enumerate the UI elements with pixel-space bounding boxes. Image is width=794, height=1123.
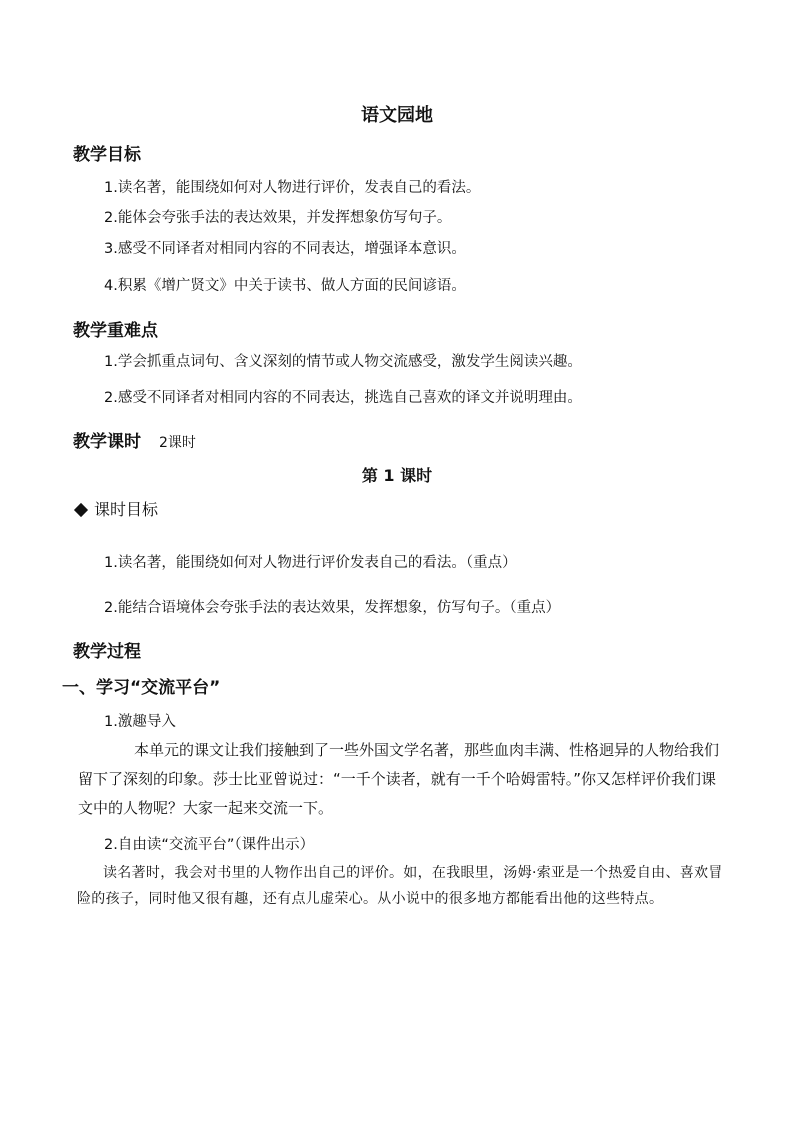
step1-paragraph [78, 736, 728, 823]
step2-label: 2.自由读“交流平台”（课件出示） [104, 837, 315, 853]
key-point-item-2: 2.感受不同译者对相同内容的不同表达，挑选自己喜欢的译文并说明理由。 [104, 390, 582, 406]
key-point-item-1: 1.学会抓重点词句、含义深刻的情节或人物交流感受，激发学生阅读兴趣。 [104, 354, 582, 370]
exchange-quote-text: 读名著时，我会对书里的人物作出自己的评价。如，在我眼里，汤姆·索亚是一个热爱自由、喜欢冒险的孩子，同时他又很有趣，还有点儿虚荣心。从小说中的很多地方都能看出他的这些特点。 [77, 865, 723, 907]
objective-item-4: 4.积累《增广贤文》中关于读书、做人方面的民间谚语。 [104, 278, 466, 294]
step1-paragraph-text: 本单元的课文让我们接触到了一些外国文学名著，那些血肉丰满、性格迥异的人物给我们留下了深刻的印象。莎士比亚曾说过：“一千个读者，就有一千个哈姆雷特。”你又怎样评价我们课文中的人物呢？大家一起来交流一下。 [78, 741, 720, 817]
objective-item-3: 3.感受不同译者对相同内容的不同表达，增强译本意识。 [104, 241, 466, 257]
objective-item-2: 2.能体会夸张手法的表达效果，并发挥想象仿写句子。 [104, 210, 452, 226]
lesson-objectives-heading: 课时目标 [94, 500, 159, 519]
hours-line [73, 427, 196, 452]
lesson-objectives-heading-line [72, 497, 158, 520]
diamond-bullet-icon [74, 502, 88, 516]
section1-title: 一、学习“交流平台” [62, 678, 221, 698]
lesson-title: 第 1 课时 [361, 466, 433, 485]
lesson-objective-item-2: 2.能结合语境体会夸张手法的表达效果，发挥想象，仿写句子。（重点） [104, 600, 561, 616]
step1-label: 1.激趣导入 [104, 714, 176, 730]
key-points-heading: 教学重难点 [73, 321, 158, 341]
objectives-heading: 教学目标 [73, 145, 141, 165]
hours-heading: 教学课时 [73, 432, 141, 452]
process-heading: 教学过程 [73, 642, 141, 662]
exchange-quote [77, 860, 727, 912]
document-title: 语文园地 [361, 105, 433, 126]
objective-item-1: 1.读名著，能围绕如何对人物进行评价，发表自己的看法。 [104, 180, 481, 196]
lesson-objective-item-1: 1.读名著，能围绕如何对人物进行评价发表自己的看法。（重点） [104, 555, 517, 571]
hours-value: 2课时 [159, 435, 196, 451]
